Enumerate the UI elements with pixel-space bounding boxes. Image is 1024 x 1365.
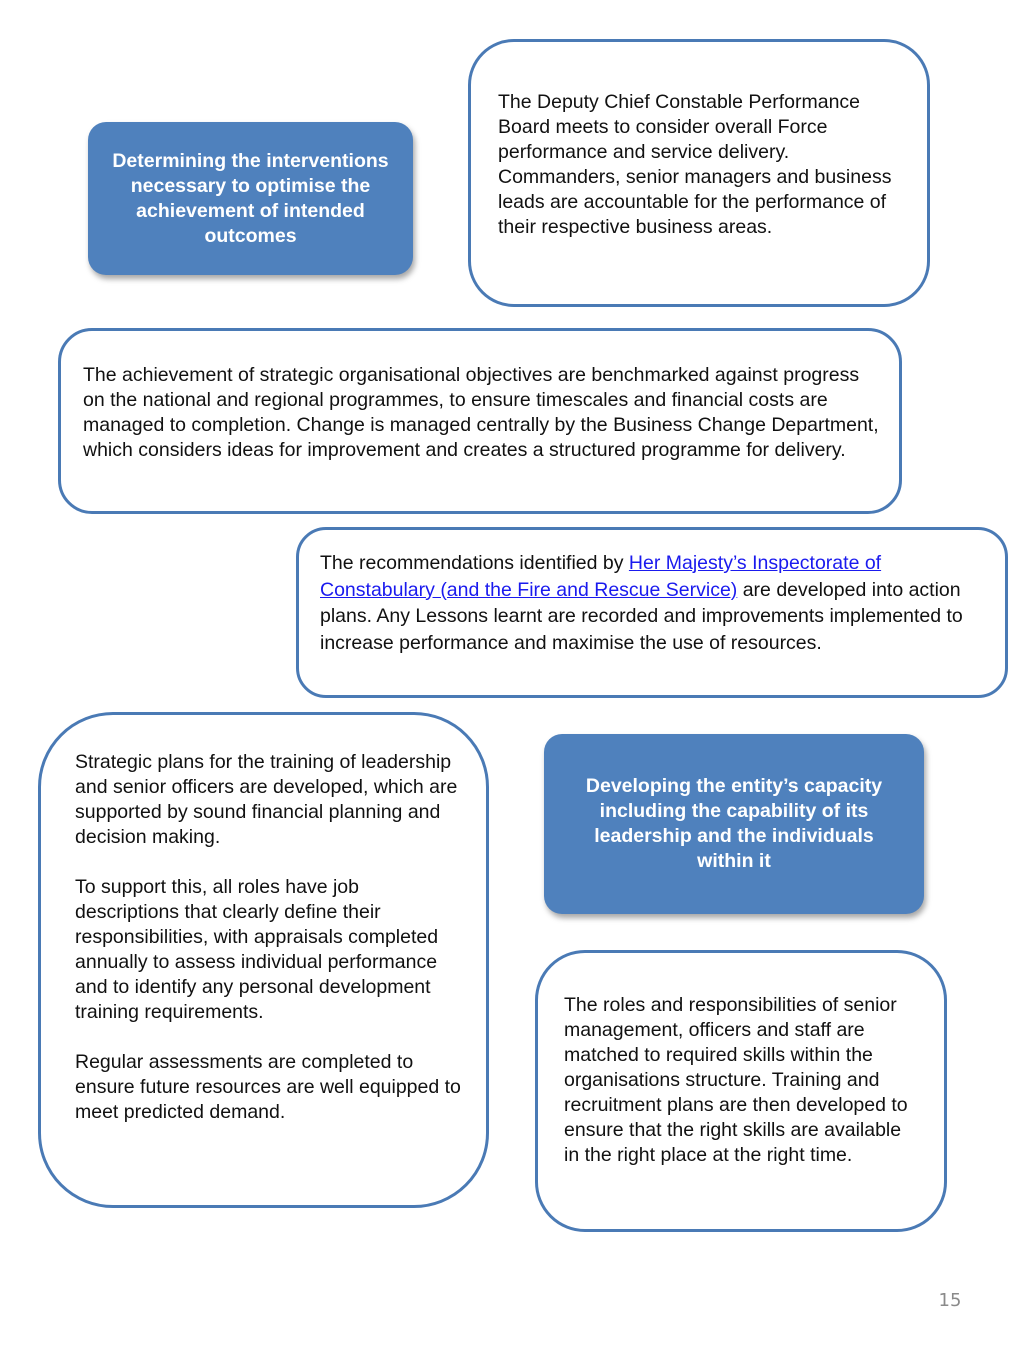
interventions-heading-text: Determining the interventions necessary to optimise the achievement of intended outcomes bbox=[112, 149, 389, 247]
strategic-paragraph-3: Regular assessments are completed to ensure future resources are well equipped to meet predicted demand. bbox=[75, 1051, 461, 1123]
roles-responsibilities-text: The roles and responsibilities of senior management, officers and staff are matched to required skills within the organisations structure. Training and recruitment plans are then developed to ensure that the right skills are available in the right place at the right time. bbox=[564, 994, 908, 1166]
benchmark-box bbox=[58, 328, 902, 514]
hmic-recommendations-paragraph bbox=[320, 550, 987, 656]
dcc-performance-text: The Deputy Chief Constable Performance Board meets to consider overall Force performance and service delivery. Commanders, senior managers and business leads are accountable for the performance of their respective business areas. bbox=[498, 91, 892, 238]
hmic-link[interactable]: Her Majesty’s Inspectorate of Constabulary (and the Fire and Rescue Service) bbox=[320, 552, 882, 601]
strategic-paragraph-1: Strategic plans for the training of leadership and senior officers are developed, which are supported by sound financial planning and decision making. bbox=[75, 751, 458, 848]
roles-responsibilities-box bbox=[535, 950, 947, 1232]
hmic-suffix-text: are developed into action plans. Any Lessons learnt are recorded and improvements implemented to increase performance and maximise the use of resources. bbox=[320, 578, 963, 654]
hmic-recommendations-box bbox=[296, 527, 1008, 698]
capacity-heading-text: Developing the entity’s capacity including the capability of its leadership and the individuals within it bbox=[585, 775, 883, 872]
strategic-plans-box bbox=[38, 712, 489, 1208]
hmic-prefix-text: The recommendations identified by bbox=[320, 552, 629, 574]
page-number: 15 bbox=[938, 1290, 962, 1311]
interventions-heading-pill bbox=[88, 122, 413, 275]
benchmark-text: The achievement of strategic organisational objectives are benchmarked against progress on the national and regional programmes, to ensure timescales and financial costs are managed to completion. Change is managed centrally by the Business Change Department, which considers ideas for improvement and creates a structured programme for delivery. bbox=[83, 364, 879, 461]
capacity-heading-pill bbox=[544, 734, 924, 914]
dcc-performance-box bbox=[468, 39, 930, 307]
strategic-paragraph-2: To support this, all roles have job descriptions that clearly define their responsibilities, with appraisals completed annually to assess individual performance and to identify any personal development training requirements. bbox=[75, 876, 439, 1023]
